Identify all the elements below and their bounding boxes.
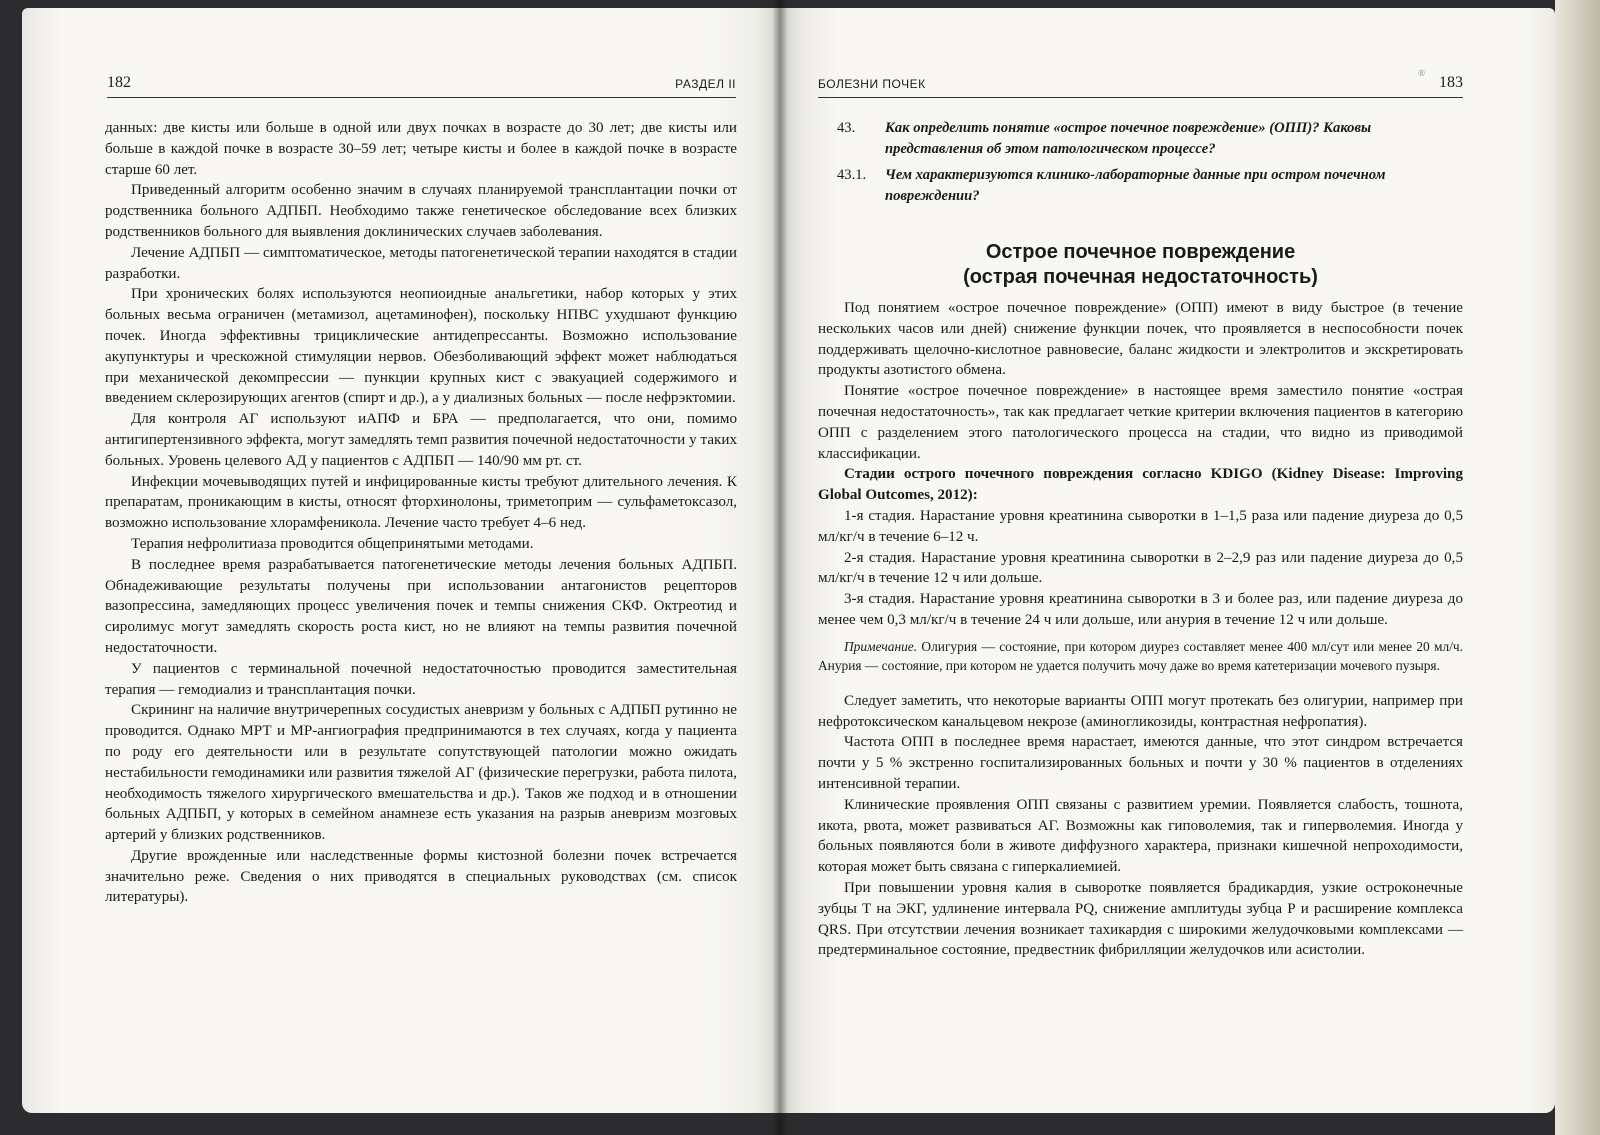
question-number: 43. [837, 120, 856, 136]
running-head: БОЛЕЗНИ ПОЧЕК [818, 77, 926, 91]
paragraph: Скрининг на наличие внутричерепных сосудистых аневризм у больных с АДПБП рутинно не проводится. Однако МРТ и МР-ангиография предпринимаются в тех случаях, когда у пациента по роду его деятельности или в результате сопутствующей патологии можно ожидать нестабильности гемодинамики или развития тяжелой АГ (физические перегрузки, работа пилота, необходимость тяжелого хирургического вмешательства и др.). Таков же подход и в отношении больных АДПБП, у которых в семейном анамнезе есть указания на разрыв аневризм мозговых артерий у близких родственников. [105, 702, 737, 844]
question-text: Чем характеризуются клинико-лабораторные данные при остром почечном повреждении? [885, 167, 1386, 204]
paragraph: Частота ОПП в последнее время нарастает, имеются данные, что этот синдром встречается почти у 5 % экстренно госпитализированных больных и почти у 30 % пациентов в отделениях интенсивной терапии. [818, 734, 1463, 792]
header-rule [818, 97, 1463, 98]
paragraph: Другие врожденные или наследственные формы кистозной болезни почек встречается значительно реже. Сведения о них приводятся в специальных руководствах (см. список литературы). [105, 847, 737, 906]
paragraph: Для контроля АГ используют иАПФ и БРА — предполагается, что они, помимо антигипертензивного эффекта, могут замедлять темп развития почечной недостаточности у таких больных. Уровень целевого АД у пациентов с АДПБП — 140/90 мм рт. ст. [105, 411, 737, 469]
page-number: 183 [1439, 74, 1463, 91]
right-page-body [818, 118, 1463, 961]
book-gutter [772, 0, 788, 1135]
left-page-header [107, 68, 736, 98]
paragraph: данных: две кисты или больше в одной или двух почках в возрасте до 30 лет; две кисты или больше в каждой почке в возрасте 30–59 лет; четыре кисты и более в каждой почке в возрасте старше 60 лет. [105, 120, 737, 178]
left-page-body [105, 118, 737, 908]
question-text: Как определить понятие «острое почечное повреждение» (ОПП)? Каковы представления об этом патологическом процессе? [885, 120, 1372, 157]
paragraph: Инфекции мочевыводящих путей и инфицированные кисты требуют длительного лечения. К препаратам, проникающим в кисты, относят фторхинолоны, триметоприм — сульфаметоксазол, возможно использование хлорамфеникола. Лечение часто требует 4–6 нед. [105, 473, 737, 532]
running-head: РАЗДЕЛ II [675, 77, 736, 91]
paragraph: При повышении уровня калия в сыворотке появляется брадикардия, узкие остроконечные зубцы Т на ЭКГ, удлинение интервала PQ, снижение амплитуды зубца Р и расширение комплекса QRS. При отсутствии лечения возникает тахикардия с широкими желудочковыми комплексами — предтерминальное состояние, предвестник фибрилляции желудочков или асистолии. [818, 879, 1463, 959]
paragraph: Следует заметить, что некоторые варианты ОПП могут протекать без олигурии, например при нефротоксическом канальцевом некрозе (аминогликозиды, контрастная нефропатия). [818, 692, 1463, 730]
question-heading [818, 165, 1463, 206]
question-number: 43.1. [837, 167, 867, 183]
note-text: Олигурия — состояние, при котором диурез составляет менее 400 мл/сут или менее 20 мл/ч. Анурия — состояние, при котором не удается получить мочу даже во время катетеризации мочевого пузыря. [818, 638, 1463, 673]
chapter-title-line: (острая почечная недостаточность) [963, 266, 1318, 288]
chapter-title [818, 240, 1463, 290]
corner-mark: ® [1418, 68, 1425, 78]
right-page-header [818, 68, 1463, 98]
paragraph: При хронических болях используются неопиоидные анальгетики, набор которых у этих больных весьма ограничен (метамизол, ацетаминофен), поскольку НПВС ухудшают функцию почек. Иногда эффективны трициклические антидепрессанты. Возможно использование акупунктуры и чрескожной стимуляции нервов. Обезболивающий эффект может наблюдаться при механической декомпрессии — пункции крупных кист с эвакуацией содержимого и введением склерозирующих агентов (спирт и др.), а у диализных больных — после нефрэктомии. [105, 286, 737, 407]
paragraph: Лечение АДПБП — симптоматическое, методы патогенетической терапии находятся в стадии разработки. [105, 244, 737, 282]
paragraph: В последнее время разрабатывается патогенетические методы лечения больных АДПБП. Обнадеживающие результаты получены при использовании антагонистов рецепторов вазопрессина, замедляющих процесс увеличения почек и темпы снижения СКФ. Октреотид и сиролимус могут замедлять скорость роста кист, но не влияют на темпы развития почечной недостаточности. [105, 556, 737, 656]
note [818, 637, 1463, 675]
page-edge-stack [1555, 0, 1600, 1135]
paragraph: У пациентов с терминальной почечной недостаточностью проводится заместительная терапия — гемодиализ и трансплантация почки. [105, 660, 737, 698]
stage-item: 1-я стадия. Нарастание уровня креатинина сыворотки в 1–1,5 раза или падение диуреза до 0,5 мл/кг/ч в течение 6–12 ч. [818, 507, 1463, 545]
stage-item: 2-я стадия. Нарастание уровня креатинина сыворотки в 2–2,9 раз или падение диуреза до 0,5 мл/кг/ч в течение 12 ч или дольше. [818, 549, 1463, 587]
paragraph: Под понятием «острое почечное повреждение» (ОПП) имеют в виду быстрое (в течение нескольких часов или дней) снижение функции почек, что проявляется в неспособности почек поддерживать щелочно-кислотное равновесие, баланс жидкости и электролитов и экскретировать продукты азотистого обмена. [818, 300, 1463, 379]
paragraph: Клинические проявления ОПП связаны с развитием уремии. Появляется слабость, тошнота, икота, рвота, может развиваться АГ. Возможны как гиповолемия, так и гиперволемия. Иногда у больных появляются боли в животе диффузного характера, признаки кишечной непроходимости, которая может быть связана с гиперкалиемией. [818, 796, 1463, 876]
paragraph: Понятие «острое почечное повреждение» в настоящее время заместило понятие «острая почечная недостаточность», так как предлагает четкие критерии включения пациентов в категорию ОПП с разделением этого патологического процесса на стадии, что видно из приводимой классификации. [818, 383, 1463, 462]
right-page [780, 8, 1555, 1113]
stage-item: 3-я стадия. Нарастание уровня креатинина сыворотки в 3 и более раз, или падение диуреза до менее чем 0,3 мл/кг/ч в течение 24 ч или дольше, или анурия в течение 12 ч или дольше. [818, 591, 1463, 628]
stages-heading: Стадии острого почечного повреждения согласно KDIGO (Kidney Disease: Improving Global Outcomes, 2012): [818, 466, 1463, 504]
left-page [22, 8, 780, 1113]
chapter-title-line: Острое почечное повреждение [985, 241, 1296, 263]
page-number: 182 [107, 74, 131, 91]
note-label: Примечание. [844, 638, 918, 654]
paragraph: Терапия нефролитиаза проводится общепринятыми методами. [131, 535, 534, 552]
question-heading [818, 118, 1463, 159]
paragraph: Приведенный алгоритм особенно значим в случаях планируемой трансплантации почки от родственника больного АДПБП. Необходимо также генетическое обследование всех близких родственников больного для выявления доклинических случаев заболевания. [105, 182, 737, 240]
header-rule [107, 97, 736, 98]
